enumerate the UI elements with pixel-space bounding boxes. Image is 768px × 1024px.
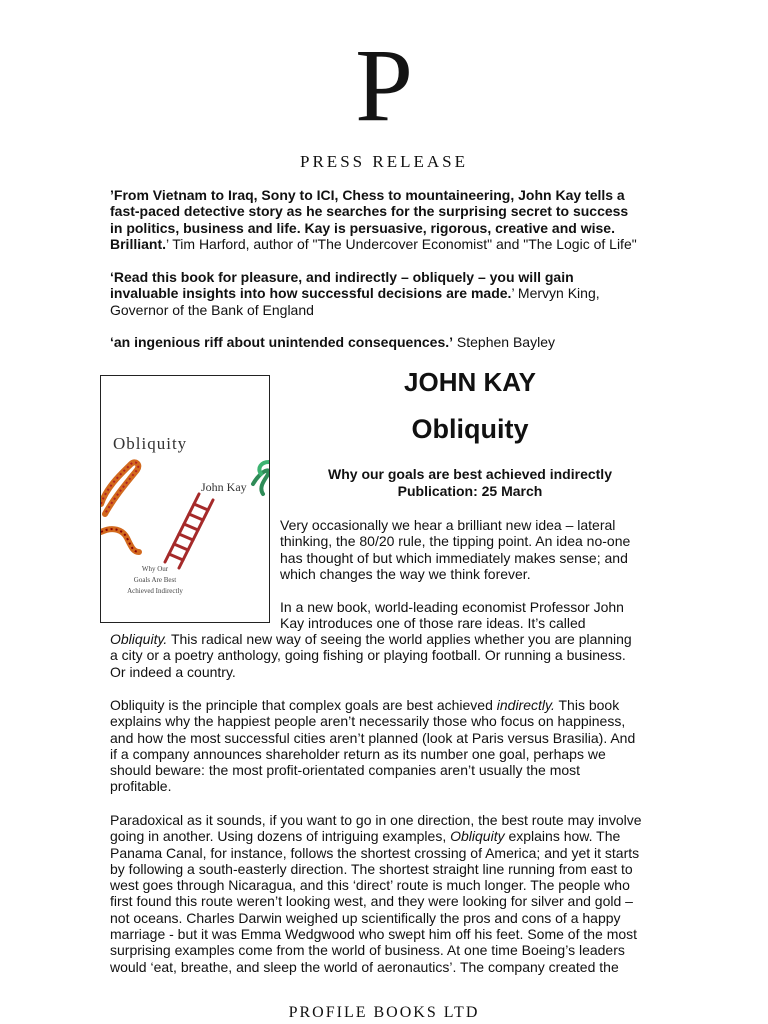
text-line: Paradoxical as it sounds, if you want to go in one direction, the best route may involve [110,812,642,828]
text-line: first found this route weren’t looking west, and they were looking for silver and gold – [110,893,633,910]
text-line: should beware: the most profit-orientated companies aren’t usually the most [110,762,581,779]
quote-attribution: ’ Mervyn King, [511,285,600,302]
obliquity-principle-paragraph [110,697,650,795]
text-line: a city or a poetry anthology, going fishing or playing football. Or running a business. [110,647,626,664]
text-fragment: going in another. Using dozens of intriguing examples, [110,828,451,845]
quote-bold: ‘an ingenious riff about unintended consequences.’ [110,334,454,350]
quote-line: fast-paced detective story as he searches for the surprising secret to success [110,203,629,220]
text-line: and how the most successful cities aren’t planned (look at Paris versus Brasilia). And [110,729,636,746]
italic-word: indirectly. [496,697,555,713]
author-heading: JOHN KAY [404,367,536,397]
text-line: Kay introduces one of those rare ideas. It’s called [280,615,586,632]
text-line: marriage - but it was Emma Wedgwood who swept him off his feet. Some of the most [110,926,638,943]
text-line: Very occasionally we hear a brilliant new idea – lateral [280,517,616,533]
book-paragraph-top [280,599,645,632]
intro-paragraph [280,517,645,582]
quote-harford [110,187,650,252]
cover-subtitle-line: Goals Are Best [133,576,177,584]
book-subtitle [270,466,670,500]
text-line: by following a south-easterly direction. The shortest straight line running from east to [110,860,633,877]
book-title-heading: Obliquity [411,414,529,444]
publisher-logo: P [355,28,413,143]
text-line: In a new book, world-leading economist Professor John [280,599,624,615]
quote-attribution: ’ Tim Harford, author of "The Undercover Economist" and "The Logic of Life" [166,235,637,252]
text-fragment: explains how. The [504,828,621,845]
quote-line: ‘Read this book for pleasure, and indirectly – obliquely – you will gain [110,269,574,285]
text-fragment: This radical new way of seeing the world applies whether you are planning [167,631,632,647]
subtitle-line: Why our goals are best achieved indirectly [328,466,612,482]
text-line: Or indeed a country. [110,663,236,680]
text-line: not oceans. Charles Darwin weighed up scientifically the pros and cons of a happy [110,909,621,926]
quote-line: ’From Vietnam to Iraq, Sony to ICI, Chess to mountaineering, John Kay tells a [110,187,625,203]
text-line: if a company announces shareholder return as its number one goal, perhaps we [110,745,606,762]
press-release-heading: PRESS RELEASE [300,152,468,171]
quote-bayley [110,334,650,350]
text-line: west goes through Nicaragua, and this ‘direct’ route is much longer. The people who [110,877,630,894]
quote-king [110,269,650,318]
text-line: profitable. [110,778,172,795]
cover-subtitle-line: Achieved Indirectly [127,587,183,595]
publisher-footer: PROFILE BOOKS LTD [288,1004,480,1021]
text-fragment: Obliquity is the principle that complex goals are best achieved [110,697,497,713]
book-paragraph-bottom [110,631,650,680]
quote-bold: invaluable insights into how successful decisions are made. [110,285,512,302]
text-line: would ‘eat, breathe, and sleep the world of aeronautics’. The company created the [110,958,619,975]
quote-attribution: Stephen Bayley [453,334,555,350]
quote-line: in politics, business and life. Kay is persuasive, rigorous, creative and wise. [110,219,615,236]
text-line: surprising examples come from the world of business. At one time Boeing’s leaders [110,942,625,959]
book-cover-image [100,375,270,623]
examples-paragraph [110,812,650,975]
quote-bold: Brilliant. [110,235,167,252]
italic-title: Obliquity. [110,631,168,647]
cover-subtitle-line: Why Our [141,565,169,573]
cover-author: John Kay [201,480,247,494]
text-line: thinking, the 80/20 rule, the tipping point. An idea no-one [280,533,631,550]
quote-attribution-title: Governor of the Bank of England [110,301,314,318]
italic-title: Obliquity [450,828,505,845]
text-fragment: This book [554,697,620,713]
text-line: which changes the way we think forever. [280,565,531,582]
text-line: explains why the happiest people aren’t necessarily those who focus on happiness, [110,713,626,730]
publication-date: Publication: 25 March [397,483,543,499]
cover-title: Obliquity [113,434,188,453]
text-line: Panama Canal, for instance, follows the shortest crossing of America; and yet it starts [110,844,640,861]
cover-subtitle [123,564,187,597]
text-line: has thought of but which immediately makes sense; and [280,549,628,566]
